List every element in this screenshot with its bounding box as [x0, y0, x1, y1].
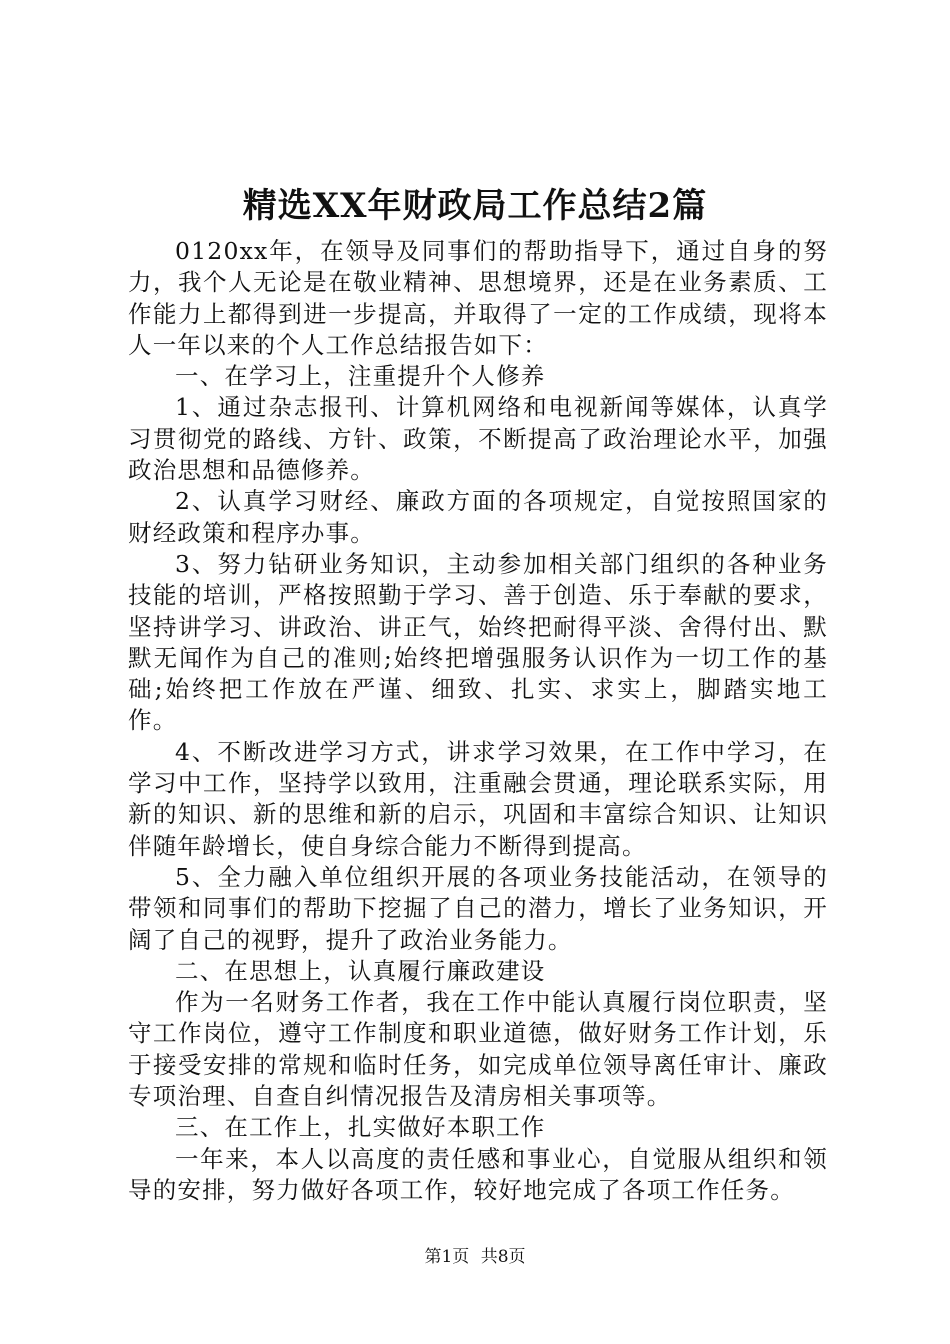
page-number: 第1页: [424, 1247, 470, 1267]
paragraph-study-5: 5、全力融入单位组织开展的各项业务技能活动，在领导的带领和同事们的帮助下挖掘了自己的潜力，增长了业务知识，开阔了自己的视野，提升了政治业务能力。: [128, 862, 828, 954]
section-heading-thought: 二、在思想上，认真履行廉政建设: [175, 956, 546, 985]
paragraph-study-2: 2、认真学习财经、廉政方面的各项规定，自觉按照国家的财经政策和程序办事。: [128, 487, 828, 547]
page-total: 共8页: [480, 1247, 526, 1267]
paragraph-study-3: 3、努力钻研业务知识，主动参加相关部门组织的各种业务技能的培训，严格按照勤于学习、善于创造、乐于奉献的要求，坚持讲学习、讲政治、讲正气，始终把耐得平淡、舍得付出、默默无闻作为自己的准则;始终把增强服务认识作为一切工作的基础;始终把工作放在严谨、细致、扎实、求实上，脚踏实地工作。: [128, 549, 828, 735]
section-heading-study: 一、在学习上，注重提升个人修养: [175, 362, 546, 391]
paragraph-study-1: 1、通过杂志报刊、计算机网络和电视新闻等媒体，认真学习贯彻党的路线、方针、政策，不断提高了政治理论水平，加强政治思想和品德修养。: [128, 393, 828, 485]
page-footer: [0, 1245, 950, 1269]
document-body: [128, 236, 828, 1206]
section-heading-work: 三、在工作上，扎实做好本职工作: [175, 1113, 546, 1142]
paragraph-work: 一年来，本人以高度的责任感和事业心，自觉服从组织和领导的安排，努力做好各项工作，较好地完成了各项工作任务。: [128, 1144, 828, 1204]
paragraph-study-4: 4、不断改进学习方式，讲求学习效果，在工作中学习，在学习中工作，坚持学以致用，注重融会贯通，理论联系实际，用新的知识、新的思维和新的启示，巩固和丰富综合知识、让知识伴随年龄增长，使自身综合能力不断得到提高。: [128, 737, 828, 860]
paragraph-intro: 0120xx年，在领导及同事们的帮助指导下，通过自身的努力，我个人无论是在敬业精神、思想境界，还是在业务素质、工作能力上都得到进一步提高，并取得了一定的工作成绩，现将本人一年以来的个人工作总结报告如下：: [128, 237, 828, 359]
paragraph-thought: 作为一名财务工作者，我在工作中能认真履行岗位职责，坚守工作岗位，遵守工作制度和职业道德，做好财务工作计划，乐于接受安排的常规和临时任务，如完成单位领导离任审计、廉政专项治理、自查自纠情况报告及清房相关事项等。: [128, 988, 828, 1111]
document-title: 精选XX年财政局工作总结2篇: [242, 186, 708, 226]
